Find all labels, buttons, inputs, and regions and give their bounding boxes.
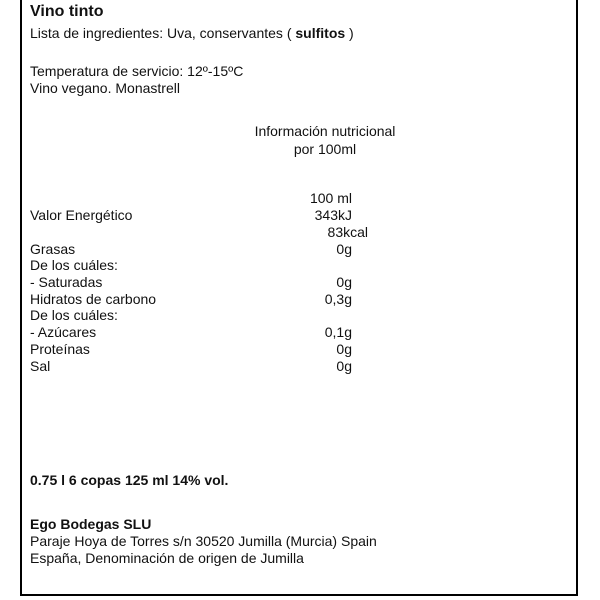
nutrition-row-value: 0g	[336, 358, 352, 374]
nutrition-row-value: 83kcal	[327, 224, 368, 240]
origin-line: España, Denominación de origen de Jumilla	[30, 550, 304, 566]
nutrition-row-value: 0,3g	[324, 291, 352, 307]
nutrition-heading-line1: Información nutricional	[254, 123, 396, 139]
ingredients-line	[30, 25, 354, 41]
ingredients-prefix: Lista de ingredientes: Uva, conservantes (	[30, 25, 296, 41]
nutrition-row-label: Hidratos de carbono	[30, 291, 157, 307]
nutrition-row-value: 0,1g	[324, 324, 352, 340]
nutrition-row-label: Proteínas	[30, 341, 90, 357]
producer-name: Ego Bodegas SLU	[30, 516, 152, 532]
nutrition-row-label: Valor Energético	[30, 207, 133, 223]
volume-line: 0.75 l 6 copas 125 ml 14% vol.	[30, 472, 229, 488]
producer-address: Paraje Hoya de Torres s/n 30520 Jumilla (Murcia) Spain	[30, 533, 377, 549]
allergen-sulfitos: sulfitos	[295, 25, 346, 41]
nutrition-row-label: - Saturadas	[30, 274, 103, 290]
nutrition-row-label: - Azúcares	[30, 324, 97, 340]
ingredients-suffix: )	[345, 25, 354, 41]
nutrition-row-value: 0g	[336, 341, 352, 357]
nutrition-row-value: 0g	[336, 241, 352, 257]
nutrition-row-label: De los cuáles:	[30, 257, 118, 273]
product-title: Vino tinto	[30, 3, 104, 20]
serving-temperature: Temperatura de servicio: 12º-15ºC	[30, 63, 244, 79]
nutrition-row-value: 343kJ	[314, 207, 352, 223]
nutrition-column-header: 100 ml	[309, 190, 352, 206]
nutrition-row-label: De los cuáles:	[30, 307, 118, 323]
nutrition-row-label: Grasas	[30, 241, 76, 257]
wine-info: Vino vegano. Monastrell	[30, 80, 180, 96]
nutrition-row-label: Sal	[30, 358, 51, 374]
nutrition-row-value: 0g	[336, 274, 352, 290]
nutrition-heading-line2: por 100ml	[293, 141, 357, 157]
